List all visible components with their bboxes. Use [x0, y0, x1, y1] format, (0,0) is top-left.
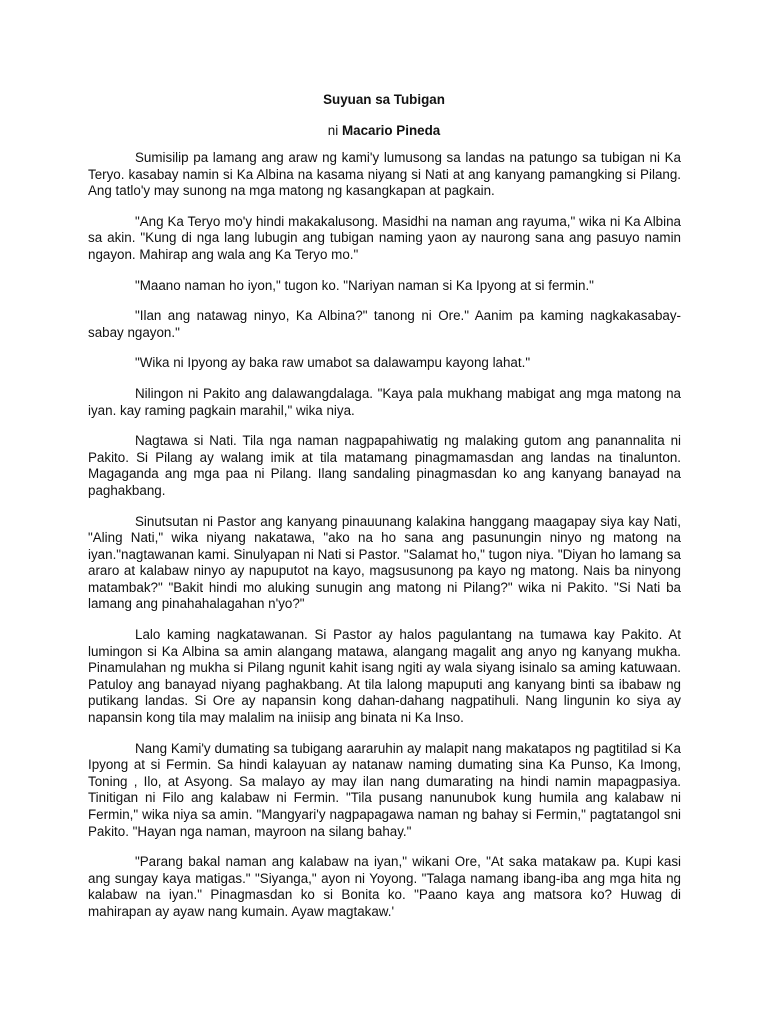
byline-prefix: ni [327, 123, 339, 138]
author-name: Macario Pineda [341, 123, 441, 138]
paragraph: Lalo kaming nagkatawanan. Si Pastor ay halos pagulantang na tumawa kay Pakito. At lumingon si Ka Albina sa amin alangang matawa, alangang magalit ang anyo ng kanyang mukha. Pinamulahan ng mukha si Pilang ngunit kahit isang ngiti ay wala siyang isinalo sa aming katuwaan. Patuloy ang banayad niyang paghakbang. At tila lalong mapuputi ang kanyang binti sa ibabaw ng putikang landas. Si Ore ay napansin kong dahan-dahang nagpatihuli. Nang lingunin ko siya ay napansin kong tila may malalim na iniisip ang binata ni Ka Inso. [88, 627, 681, 726]
paragraph: Nilingon ni Pakito ang dalawangdalaga. "Kaya pala mukhang mabigat ang mga matong na iyan. kay raming pagkain marahil," wika niya. [88, 385, 681, 418]
paragraph: "Ang Ka Teryo mo'y hindi makakalusong. Masidhi na naman ang rayuma," wika ni Ka Albina sa akin. "Kung di nga lang lubugin ang tubigan naming yaon ay naurong sana ang pasuyo namin ngayon. Mahirap ang wala ang Ka Teryo mo." [88, 213, 681, 262]
document-title: Suyuan sa Tubigan [323, 92, 445, 107]
paragraph: "Ilan ang natawag ninyo, Ka Albina?" tanong ni Ore." Aanim pa kaming nagkakasabay-sabay ngayon." [88, 308, 681, 340]
paragraph: Nang Kami'y dumating sa tubigang aararuhin ay malapit nang makatapos ng pagtitilad si Ka Ipyong at si Fermin. Sa hindi kalayuan ay natanaw naming dumating sina Ka Punso, Ka Imong, Toning , Ilo, at Asyong. Sa malayo ay may ilan nang dumarating na hindi namin mapagpasiya. Tinitigan ni Filo ang kalabaw ni Fermin. "Tila pusang nanunubok kung humila ang kalabaw ni Fermin," wika niya sa amin. "Mangyari'y nagpapagawa naman ng bahay si Fermin," pagtatangol sni Pakito. "Hayan nga naman, mayroon na silang bahay." [88, 740, 681, 839]
document-body [88, 150, 681, 935]
byline [0, 123, 768, 138]
paragraph: Sumisilip pa lamang ang araw ng kami'y lumusong sa landas na patungo sa tubigan ni Ka Teryo. kasabay namin si Ka Albina na kasama niyang si Nati at ang kanyang pamangking si Pilang. Ang tatlo'y may sunong na mga matong ng kasangkapan at pagkain. [88, 150, 681, 199]
paragraph: "Wika ni Ipyong ay baka raw umabot sa dalawampu kayong lahat." [135, 355, 531, 371]
paragraph: Sinutsutan ni Pastor ang kanyang pinauunang kalakina hanggang maagapay siya kay Nati, "Aling Nati," wika niyang nakatawa, "ako na ho sana ang pasunungin ninyo ng matong na iyan."nagtawanan kami. Sinulyapan ni Nati si Pastor. "Salamat ho," tugon niya. "Diyan ho lamang sa araro at kalabaw ninyo ay napuputot na kayo, magsusunong pa kayo ng matong. Nais ba ninyong matambak?" "Bakit hindi mo aluking sunugin ang matong ni Pilang?" wika ni Pakito. "Si Nati ba lamang ang pinahahalagahan n'yo?" [88, 513, 681, 612]
paragraph: Nagtawa si Nati. Tila nga naman nagpapahiwatig ng malaking gutom ang panannalita ni Pakito. Si Pilang ay walang imik at tila matamang pinagmamasdan ang landas na tinalunton. Magaganda ang mga paa ni Pilang. Ilang sandaling pinagmasdan ko ang kanyang banayad na paghakbang. [88, 433, 681, 498]
paragraph: "Parang bakal naman ang kalabaw na iyan," wikani Ore, "At saka matakaw pa. Kupi kasi ang sungay kaya matigas." "Siyanga," ayon ni Yoyong. "Talaga namang ibang-iba ang mga hita ng kalabaw na iyan." Pinagmasdan ko si Bonita ko. "Paano kaya ang matsora ko? Huwag di mahirapan ay ayaw nang kumain. Ayaw magtakaw.' [88, 854, 681, 919]
paragraph: "Maano naman ho iyon," tugon ko. "Nariyan naman si Ka Ipyong at si fermin." [135, 277, 594, 293]
